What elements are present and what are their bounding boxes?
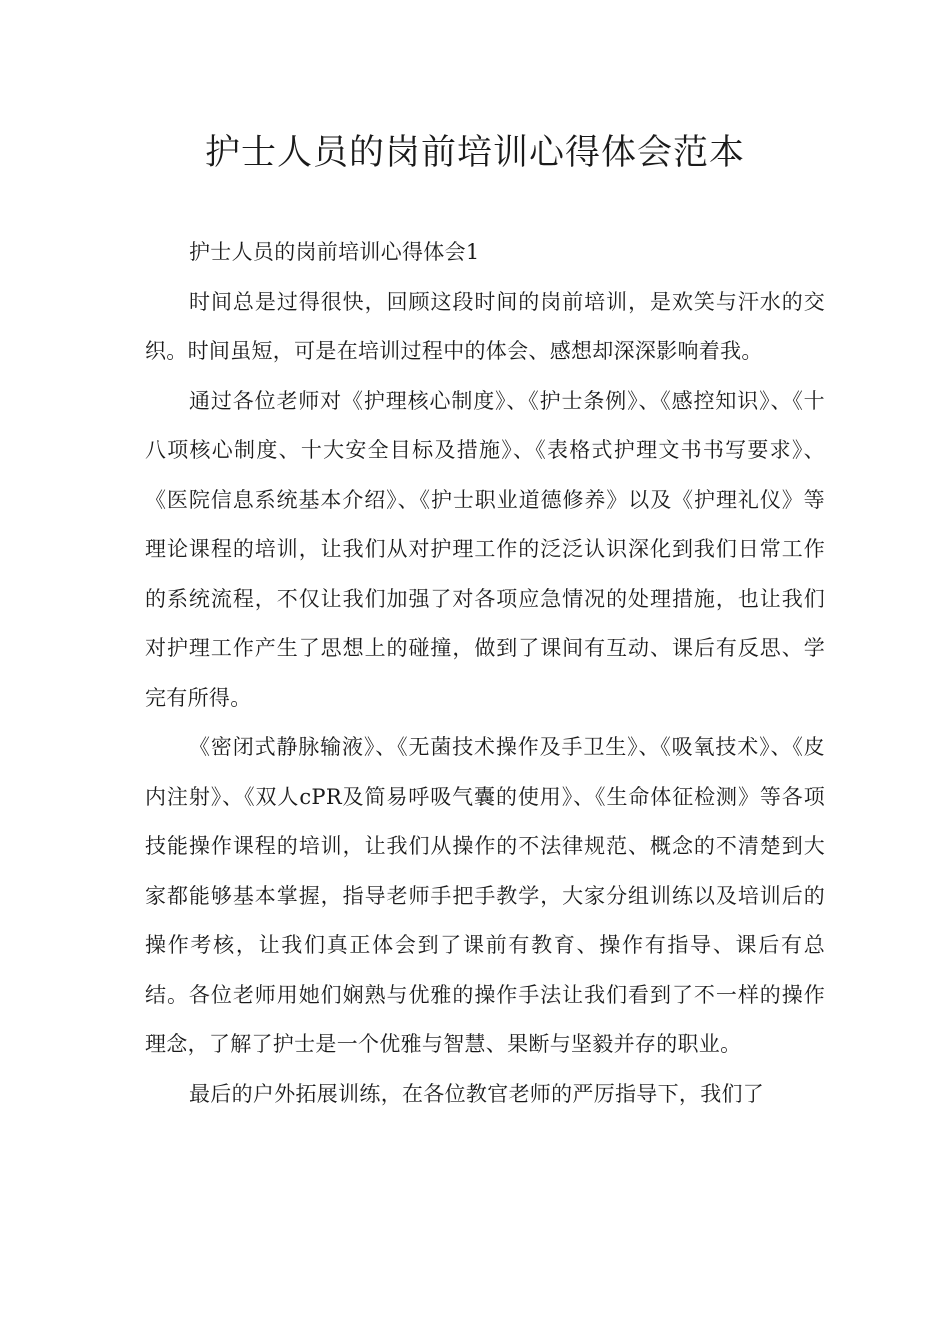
paragraph: 《密闭式静脉输液》、《无菌技术操作及手卫生》、《吸氧技术》、《皮内注射》、《双人cPR及简易呼吸气囊的使用》、《生命体征检测》等各项技能操作课程的培训，让我们从操作的不法律规范、概念的不清楚到大家都能够基本掌握，指导老师手把手教学，大家分组训练以及培训后的操作考核，让我们真正体会到了课前有教育、操作有指导、课后有总结。各位老师用她们娴熟与优雅的操作手法让我们看到了不一样的操作理念，了解了护士是一个优雅与智慧、果断与坚毅并存的职业。 bbox=[145, 735, 825, 1056]
paragraph: 时间总是过得很快，回顾这段时间的岗前培训，是欢笑与汗水的交织。时间虽短，可是在培训过程中的体会、感想却深深影响着我。 bbox=[145, 289, 825, 363]
document-title: 护士人员的岗前培训心得体会范本 bbox=[204, 133, 745, 173]
paragraph: 最后的户外拓展训练，在各位教官老师的严厉指导下，我们了 bbox=[189, 1081, 765, 1106]
document-body bbox=[145, 228, 825, 1119]
section-heading: 护士人员的岗前培训心得体会1 bbox=[189, 240, 480, 264]
paragraph: 通过各位老师对《护理核心制度》、《护士条例》、《感控知识》、《十八项核心制度、十大安全目标及措施》、《表格式护理文书书写要求》、《医院信息系统基本介绍》、《护士职业道德修养》以及《护理礼仪》等理论课程的培训，让我们从对护理工作的泛泛认识深化到我们日常工作的系统流程，不仅让我们加强了对各项应急情况的处理措施，也让我们对护理工作产生了思想上的碰撞，做到了课间有互动、课后有反思、学完有所得。 bbox=[145, 388, 825, 710]
